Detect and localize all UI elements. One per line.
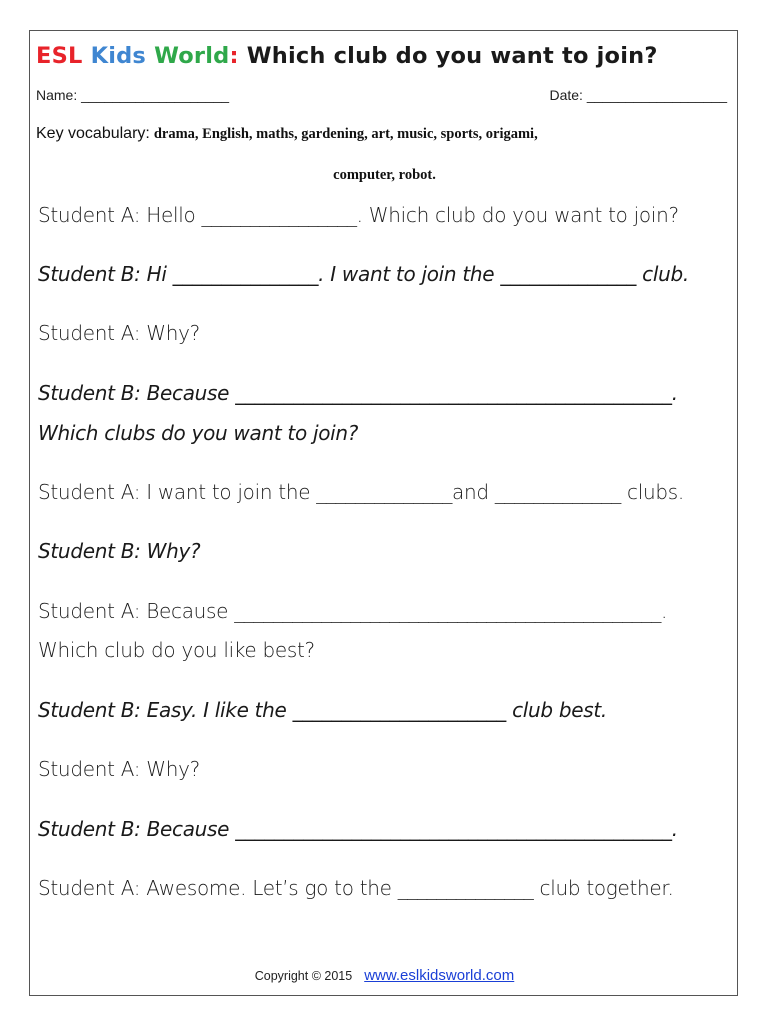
dialogue-line-9: Which club do you like best? (38, 638, 315, 662)
brand-word-kids: Kids (90, 43, 147, 69)
worksheet-title (36, 43, 658, 69)
vocabulary-words-2: computer, robot. (333, 167, 436, 183)
dialogue-line-13: Student A: Awesome. Let’s go to the ______________ club together. (38, 876, 674, 900)
date-field: Date: __________________ (549, 87, 727, 103)
brand-word-world: World (154, 43, 230, 69)
dialogue-line-11: Student A: Why? (38, 757, 200, 781)
dialogue-line-3: Student A: Why? (38, 321, 200, 345)
dialogue-line-1: Student A: Hello ________________. Which club do you want to join? (38, 203, 679, 227)
dialogue-line-6: Student A: I want to join the ______________and _____________ clubs. (38, 480, 684, 504)
vocabulary-words-1: drama, English, maths, gardening, art, music, sports, origami, (153, 126, 538, 142)
dialogue-line-8: Student A: Because ____________________________________________. (38, 599, 668, 623)
title-separator: : (229, 43, 239, 69)
dialogue-line-2: Student B: Hi _______________. I want to join the ______________ club. (38, 262, 689, 286)
copyright-text: Copyright © 2015 (254, 969, 353, 983)
dialogue-line-5: Which clubs do you want to join? (38, 421, 359, 445)
brand-word-esl: ESL (36, 43, 83, 69)
worksheet (29, 30, 738, 996)
footer (30, 967, 739, 985)
vocabulary-label: Key vocabulary: (36, 125, 150, 142)
dialogue-line-4: Student B: Because _____________________________________________. (38, 381, 678, 405)
website-link[interactable]: www.eslkidsworld.com (364, 967, 515, 984)
dialogue-line-10: Student B: Easy. I like the ______________________ club best. (38, 698, 607, 722)
dialogue-line-7: Student B: Why? (38, 539, 201, 563)
title-question: Which club do you want to join? (246, 43, 658, 69)
vocabulary-line-1 (36, 125, 538, 143)
dialogue-line-12: Student B: Because _____________________________________________. (38, 817, 678, 841)
name-field: Name: ___________________ (36, 87, 230, 103)
